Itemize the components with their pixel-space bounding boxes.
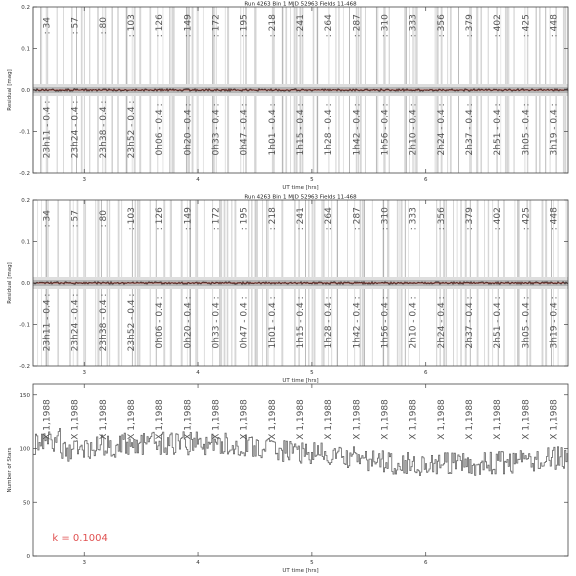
chart-title: Run 4263 Bin 1 MJD 52963 Fields 11-468 [244,1,357,8]
y-tick-label: -0.1 [19,129,30,136]
y-tick-label: -0.2 [19,171,30,177]
field-marker-label: X 1,1988 [70,399,81,440]
x-tick-label: 5 [310,560,314,566]
field-coord-label: 2h37 - 0.4 : [464,103,475,156]
field-coord-label: 1h01 - 0.4 : [267,296,278,349]
field-coord-label: 2h24 - 0.4 : [436,103,447,156]
field-coord-label: 2h37 - 0.4 : [464,296,475,349]
field-marker-label: X 1,1988 [324,399,335,440]
field-number-label: : 218 [267,14,278,38]
field-coord-label: 1h01 - 0.4 : [267,103,278,156]
field-number-label: : 80 [98,209,109,228]
field-marker-label: X 1,1988 [267,399,278,440]
x-tick-label: 5 [310,177,314,183]
field-number-label: : 80 [98,16,109,35]
field-coord-label: 1h56 - 0.4 : [380,103,391,156]
field-coord-label: 3h05 - 0.4 : [521,296,532,349]
field-number-label: : 126 [155,14,166,38]
field-number-label: : 425 [521,207,532,231]
field-number-label: : 356 [436,207,447,231]
field-number-label: : 57 [70,16,81,35]
field-coord-label: 23h38 - 0.4 : [98,100,109,159]
field-number-label: : 172 [211,207,222,231]
field-marker-label: X 1,1988 [127,399,138,440]
field-marker-label: X 1,1988 [42,399,53,440]
field-marker-label: X 1,1988 [155,399,166,440]
field-number-label: : 195 [239,14,250,38]
field-coord-label: 1h42 - 0.4 : [352,103,363,156]
y-tick-label: 0 [26,554,30,560]
field-number-label: : 287 [352,207,363,231]
field-number-label: : 218 [267,207,278,231]
y-tick-label: 0.2 [21,5,30,11]
field-number-label: : 57 [70,209,81,228]
field-marker-label: X 1,1988 [549,399,560,440]
field-number-label: : 34 [42,16,53,35]
field-number-label: : 448 [549,207,560,231]
panel-3 [7,384,568,574]
field-coord-label: 2h10 - 0.4 : [408,103,419,156]
field-coord-label: 23h11 - 0.4 : [42,293,53,352]
x-axis-label: UT time [hrs] [282,568,319,574]
x-tick-label: 6 [423,560,428,566]
field-marker-label: X 1,1988 [436,399,447,440]
field-coord-label: 0h20 - 0.4 : [183,296,194,349]
field-coord-label: 3h19 - 0.4 : [549,103,560,156]
field-marker-label: X 1,1988 [98,399,109,440]
field-number-label: : 103 [127,207,138,231]
field-coord-label: 1h28 - 0.4 : [324,296,335,349]
x-tick-label: 6 [423,177,428,183]
x-tick-label: 6 [423,370,428,376]
y-axis-label: Residual [mag] [7,69,13,111]
y-tick-label: 150 [19,392,30,399]
field-number-label: : 103 [127,14,138,38]
field-coord-label: 0h33 - 0.4 : [211,103,222,156]
chart-title: Run 4263 Bin 1 MJD 52963 Fields 11-468 [244,194,357,201]
field-number-label: : 195 [239,207,250,231]
y-tick-label: 50 [23,500,30,507]
field-number-label: : 425 [521,14,532,38]
y-tick-label: 0.1 [21,239,30,246]
field-marker-label: X 1,1988 [493,399,504,440]
field-coord-label: 1h15 - 0.4 : [296,103,306,156]
field-marker-label: X 1,1988 [296,399,306,440]
field-number-label: : 264 [324,207,335,231]
field-coord-label: 2h24 - 0.4 : [436,296,447,349]
y-tick-label: -0.2 [19,364,30,370]
field-marker-label: X 1,1988 [380,399,391,440]
field-coord-label: 1h42 - 0.4 : [352,296,363,349]
field-coord-label: 23h24 - 0.4 : [70,293,81,352]
x-tick-label: 4 [196,177,200,183]
x-tick-label: 4 [196,370,200,376]
y-tick-label: 0.1 [21,46,30,53]
field-number-label: : 264 [324,14,335,38]
panel-1 [7,2,568,192]
x-tick-label: 3 [82,560,86,566]
field-marker-label: X 1,1988 [183,399,194,440]
field-marker-label: X 1,1988 [352,399,363,440]
field-marker-label: X 1,1988 [464,399,475,440]
field-coord-label: 0h47 - 0.4 : [239,103,250,156]
field-coord-label: 23h11 - 0.4 : [42,100,53,159]
field-number-label: : 310 [380,14,391,38]
field-number-label: : 333 [408,14,419,38]
field-number-label: : 310 [380,207,391,231]
field-marker-label: X 1,1988 [408,399,419,440]
field-number-label: : 402 [493,207,504,231]
field-coord-label: 3h19 - 0.4 : [549,296,560,349]
x-tick-label: 3 [82,370,86,376]
field-number-label: : 149 [183,14,194,38]
field-coord-label: 2h51 - 0.4 : [493,296,504,349]
field-number-label: : 34 [42,209,53,228]
field-coord-label: 23h38 - 0.4 : [98,293,109,352]
field-coord-label: 1h28 - 0.4 : [324,103,335,156]
field-coord-label: 23h24 - 0.4 : [70,100,81,159]
field-marker-label: X 1,1988 [239,399,250,440]
field-coord-label: 2h51 - 0.4 : [493,103,504,156]
field-coord-label: 0h20 - 0.4 : [183,103,194,156]
x-axis-label: UT time [hrs] [282,378,319,384]
field-number-label: : 172 [211,14,222,38]
field-coord-label: 3h05 - 0.4 : [521,103,532,156]
y-tick-label: 0.2 [21,198,30,204]
field-number-label: : 241 [296,207,306,231]
y-tick-label: 0.0 [21,281,30,287]
field-number-label: : 333 [408,207,419,231]
x-tick-label: 3 [82,177,86,183]
field-coord-label: 2h10 - 0.4 : [408,296,419,349]
y-tick-label: 100 [19,446,30,453]
x-tick-label: 4 [196,560,200,566]
field-number-label: : 126 [155,207,166,231]
field-number-label: : 379 [464,14,475,38]
y-tick-label: -0.1 [19,322,30,329]
field-number-label: : 448 [549,14,560,38]
x-tick-label: 5 [310,370,314,376]
field-coord-label: 23h52 - 0.4 : [127,100,138,159]
field-number-label: : 287 [352,14,363,38]
panel-2 [7,195,568,385]
field-coord-label: 0h06 - 0.4 : [155,103,166,156]
y-axis-label: Number of Stars [7,447,13,493]
y-axis-label: Residual [mag] [7,262,13,304]
y-tick-label: 0.0 [21,88,30,94]
field-number-label: : 149 [183,207,194,231]
field-number-label: : 241 [296,14,306,38]
field-number-label: : 356 [436,14,447,38]
field-number-label: : 402 [493,14,504,38]
field-coord-label: 23h52 - 0.4 : [127,293,138,352]
field-coord-label: 1h56 - 0.4 : [380,296,391,349]
k-annotation: k = 0.1004 [52,532,108,544]
field-coord-label: 0h06 - 0.4 : [155,296,166,349]
field-coord-label: 1h15 - 0.4 : [296,296,306,349]
field-marker-label: X 1,1988 [521,399,532,440]
field-marker-label: X 1,1988 [211,399,222,440]
field-coord-label: 0h47 - 0.4 : [239,296,250,349]
field-coord-label: 0h33 - 0.4 : [211,296,222,349]
field-number-label: : 379 [464,207,475,231]
x-axis-label: UT time [hrs] [282,185,319,191]
